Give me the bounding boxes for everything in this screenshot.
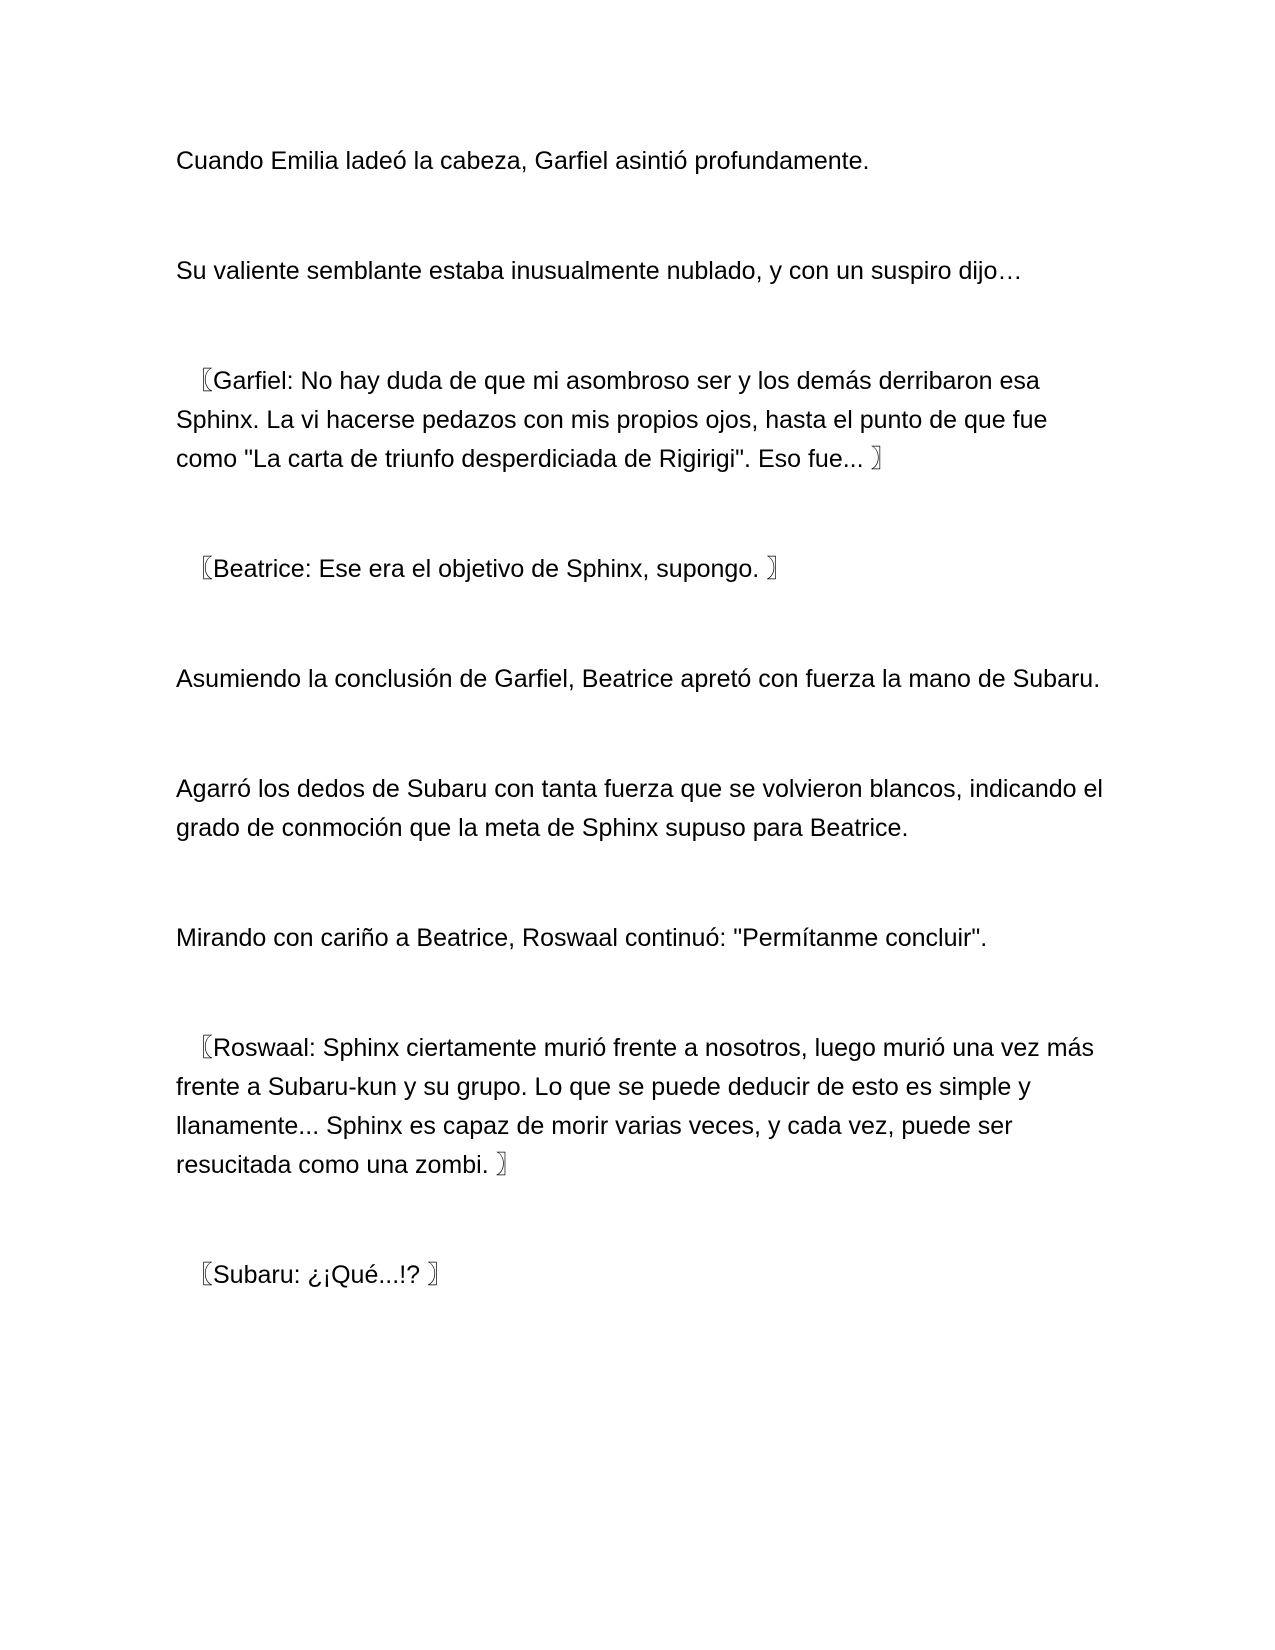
- narration-paragraph-roswaal: Mirando con cariño a Beatrice, Roswaal continuó: "Permítanme concluir".: [176, 924, 988, 952]
- narration-paragraph-fingers: Agarró los dedos de Subaru con tanta fuerza que se volvieron blancos, indicando el grado de conmoción que la meta de Sphinx supuso para Beatrice.: [176, 775, 1103, 842]
- dialogue-paragraph-roswaal: 〖Roswaal: Sphinx ciertamente murió frente a nosotros, luego murió una vez más frente a Subaru-kun y su grupo. Lo que se puede deducir de esto es simple y llanamente... Sphinx es capaz de morir varias veces, y cada vez, puede ser resucitada como una zombi. 〗: [176, 1034, 1094, 1179]
- narration-paragraph-sigh: Su valiente semblante estaba inusualmente nublado, y con un suspiro dijo…: [176, 257, 1023, 285]
- narration-paragraph-emilia-garfiel: Cuando Emilia ladeó la cabeza, Garfiel asintió profundamente.: [176, 147, 870, 175]
- dialogue-paragraph-garfiel: 〖Garfiel: No hay duda de que mi asombroso ser y los demás derribaron esa Sphinx. La vi hacerse pedazos con mis propios ojos, hasta el punto de que fue como "La carta de triunfo desperdiciada de Rigirigi". Eso fue... 〗: [176, 367, 1048, 473]
- dialogue-paragraph-beatrice: 〖Beatrice: Ese era el objetivo de Sphinx, supongo. 〗: [188, 555, 792, 583]
- narration-paragraph-beatrice-hand: Asumiendo la conclusión de Garfiel, Beatrice apretó con fuerza la mano de Subaru.: [176, 665, 1101, 693]
- document-body: [0, 142, 1275, 1295]
- dialogue-paragraph-subaru: 〖Subaru: ¿¡Qué...!? 〗: [188, 1261, 452, 1289]
